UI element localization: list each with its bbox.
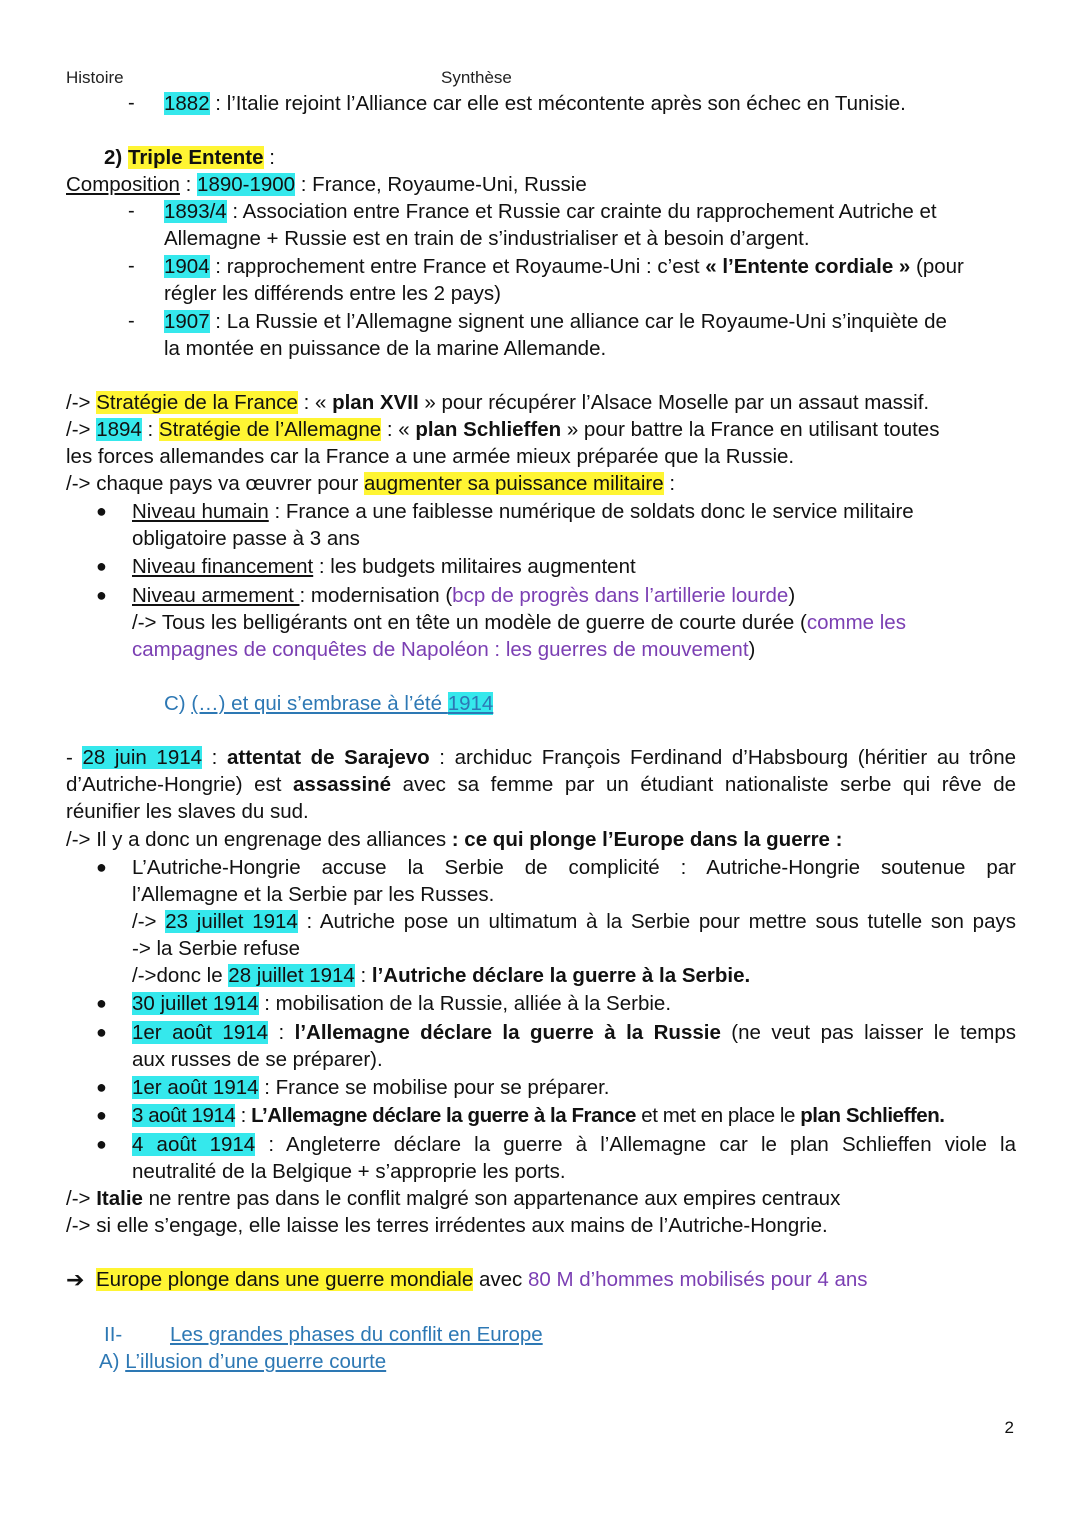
line-sarajevo-b: d’Autriche-Hongrie) est assassiné avec sa femme par un étudiant nationaliste serbe qui rêve de [66,773,1016,796]
line-tous-belligerants-a: /-> Tous les belligérants ont en tête un modèle de guerre de courte durée (comme les [132,611,906,634]
line-chaque-pays: /-> chaque pays va œuvrer pour augmenter sa puissance militaire : [66,472,676,495]
line-1907-a: 1907 : La Russie et l’Allemagne signent une alliance car le Royaume-Uni s’inquiète de [164,310,947,333]
line-4-aout-a: 4 août 1914 : Angleterre déclare la guerre à l’Allemagne car le plan Schlieffen viole la [132,1133,1017,1156]
bullet-dot: ● [96,1022,107,1042]
bullet-dot: ● [96,556,107,576]
bullet-dot: ● [96,1077,107,1097]
line-italie-b: /-> si elle s’engage, elle laisse les terres irrédentes aux mains de l’Autriche-Hongrie. [66,1214,828,1237]
line-conclusion: Europe plonge dans une guerre mondiale avec 80 M d’hommes mobilisés pour 4 ans [96,1268,868,1291]
line-3-aout: 3 août 1914 : L’Allemagne déclare la guerre à la France et met en place le plan Schlieffen. [132,1104,945,1127]
line-1er-aout-b: aux russes de se préparer). [132,1048,383,1071]
line-niveau-financement: Niveau financement : les budgets militaires augmentent [132,555,636,578]
dash-bullet: - [128,310,135,332]
line-1er-aout-france: 1er août 1914 : France se mobilise pour se préparer. [132,1076,610,1099]
line-1er-aout-a: 1er août 1914 : l’Allemagne déclare la guerre à la Russie (ne veut pas laisser le temps [132,1021,1016,1044]
line-1893-b: Allemagne + Russie est en train de s’industrialiser et à besoin d’argent. [164,227,810,250]
line-italie-a: /-> Italie ne rentre pas dans le conflit malgré son appartenance aux empires centraux [66,1187,841,1210]
bullet-dot: ● [96,501,107,521]
dash-bullet: - [128,255,135,277]
bullet-dot: ● [96,1105,107,1125]
line-1882: 1882 : l’Italie rejoint l’Alliance car elle est mécontente après son échec en Tunisie. [164,92,906,115]
page-number: 2 [1004,1418,1014,1437]
line-engrenage: /-> Il y a donc un engrenage des alliances : ce qui plonge l’Europe dans la guerre : [66,828,843,851]
bullet-dot: ● [96,993,107,1013]
bullet-dot: ● [96,1134,107,1154]
section-c-heading: C) (…) et qui s’embrase à l’été 1914 [164,692,494,715]
line-composition: Composition : 1890-1900 : France, Royaume-Uni, Russie [66,173,587,196]
line-declaration-serbie: /->donc le 28 juillet 1914 : l’Autriche déclare la guerre à la Serbie. [132,964,751,987]
section-a-heading: A) L’illusion d’une guerre courte [99,1350,387,1373]
line-1904-a: 1904 : rapprochement entre France et Royaume-Uni : c’est « l’Entente cordiale » (pour [164,255,964,278]
line-niveau-humain-a: Niveau humain : France a une faiblesse numérique de soldats donc le service militaire [132,500,914,523]
arrow-right-icon: ➔ [66,1267,85,1292]
section-ii-title: Les grandes phases du conflit en Europe [170,1323,543,1346]
dash-bullet: - [128,92,135,114]
line-autriche-hongrie-a: L’Autriche-Hongrie accuse la Serbie de complicité : Autriche-Hongrie soutenue par [132,856,1016,879]
line-strategie-allemagne-a: /-> 1894 : Stratégie de l’Allemagne : « plan Schlieffen » pour battre la France en utilisant toutes [66,418,940,441]
header-title: Synthèse [441,68,512,87]
line-30-juillet: 30 juillet 1914 : mobilisation de la Russie, alliée à la Serbie. [132,992,672,1015]
heading-triple-entente: 2) Triple Entente : [104,146,275,169]
line-autriche-hongrie-b: l’Allemagne et la Serbie par les Russes. [132,883,495,906]
bullet-dot: ● [96,857,107,877]
line-1893-a: 1893/4 : Association entre France et Russie car crainte du rapprochement Autriche et [164,200,937,223]
section-ii-number: II- [104,1323,123,1346]
line-sarajevo-a: - 28 juin 1914 : attentat de Sarajevo : archiduc François Ferdinand d’Habsbourg (héritier au trône [66,746,1017,769]
line-strategie-france: /-> Stratégie de la France : « plan XVII » pour récupérer l’Alsace Moselle par un assaut massif. [66,391,930,414]
line-ultimatum-b: -> la Serbie refuse [132,937,301,960]
dash-bullet: - [128,200,135,222]
bullet-dot: ● [96,585,107,605]
line-niveau-humain-b: obligatoire passe à 3 ans [132,527,360,550]
line-1904-b: régler les différends entre les 2 pays) [164,282,501,305]
line-sarajevo-c: réunifier les slaves du sud. [66,800,309,823]
line-strategie-allemagne-b: les forces allemandes car la France a une armée mieux préparée que la Russie. [66,445,795,468]
line-niveau-armement: Niveau armement : modernisation (bcp de progrès dans l’artillerie lourde) [132,584,796,607]
line-4-aout-b: neutralité de la Belgique + s’approprie les ports. [132,1160,566,1183]
line-1907-b: la montée en puissance de la marine Allemande. [164,337,607,360]
header-subject: Histoire [66,68,124,87]
line-ultimatum-a: /-> 23 juillet 1914 : Autriche pose un ultimatum à la Serbie pour mettre sous tutelle son pays [132,910,1016,933]
line-tous-belligerants-b: campagnes de conquêtes de Napoléon : les guerres de mouvement) [132,638,756,661]
